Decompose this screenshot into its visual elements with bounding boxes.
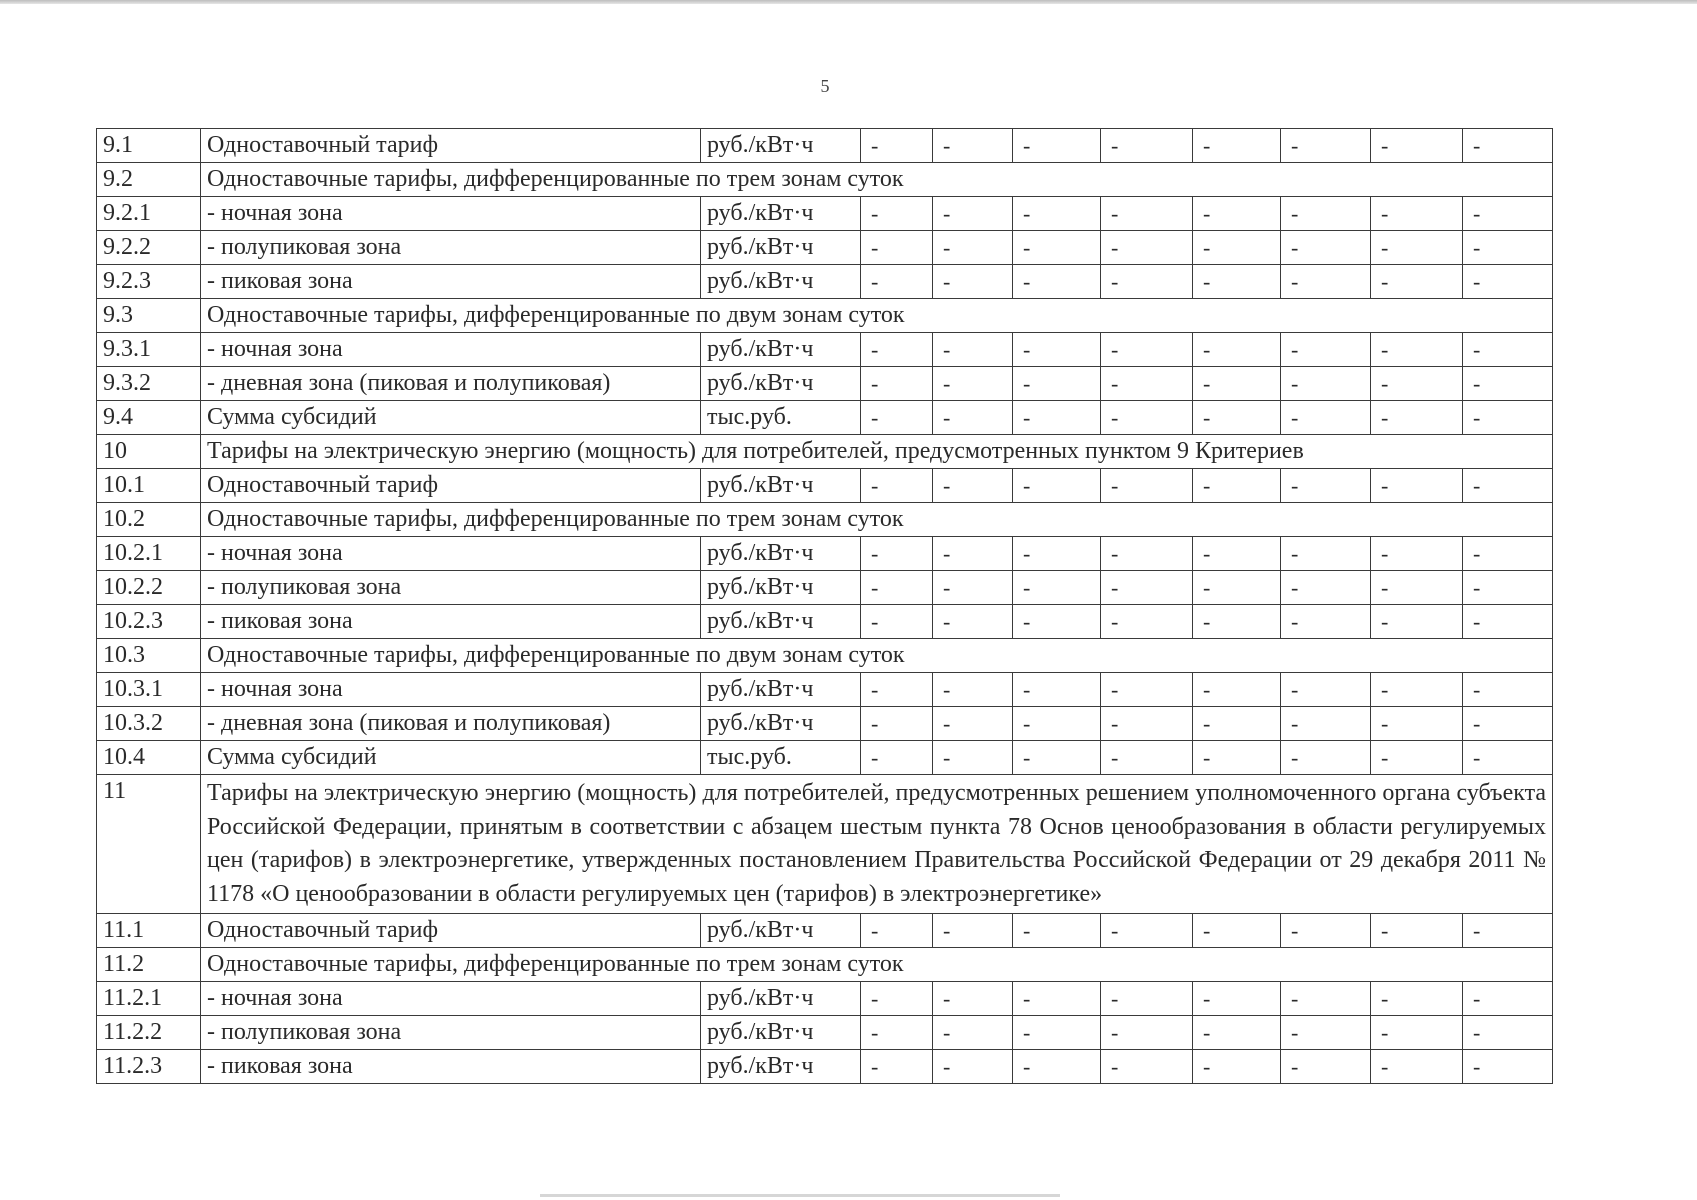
value-cell: -	[1463, 401, 1553, 435]
value-cell: -	[933, 1016, 1013, 1050]
value-cell: -	[1463, 197, 1553, 231]
value-cell: -	[933, 914, 1013, 948]
value-cell: -	[1193, 1016, 1281, 1050]
table-row	[97, 1050, 1553, 1084]
value-cell: -	[1101, 265, 1193, 299]
row-number: 10.1	[97, 469, 201, 503]
value-cell: -	[1371, 741, 1463, 775]
indicator-name: - дневная зона (пиковая и полупиковая)	[201, 707, 701, 741]
table-row	[97, 673, 1553, 707]
value-cell: -	[1193, 707, 1281, 741]
indicator-name: - ночная зона	[201, 197, 701, 231]
value-cell: -	[933, 197, 1013, 231]
value-cell: -	[1013, 333, 1101, 367]
value-cell: -	[1193, 537, 1281, 571]
row-number: 9.3.2	[97, 367, 201, 401]
value-cell: -	[1281, 914, 1371, 948]
value-cell: -	[933, 605, 1013, 639]
value-cell: -	[1463, 914, 1553, 948]
value-cell: -	[933, 1050, 1013, 1084]
value-cell: -	[1371, 605, 1463, 639]
section-heading: Одноставочные тарифы, дифференцированные по двум зонам суток	[201, 299, 1553, 333]
value-cell: -	[1101, 401, 1193, 435]
value-cell: -	[1371, 707, 1463, 741]
value-cell: -	[1193, 333, 1281, 367]
indicator-name: - ночная зона	[201, 982, 701, 1016]
value-cell: -	[1101, 333, 1193, 367]
section-heading: Одноставочные тарифы, дифференцированные по трем зонам суток	[201, 163, 1553, 197]
value-cell: -	[1013, 367, 1101, 401]
value-cell: -	[1463, 367, 1553, 401]
value-cell: -	[1371, 129, 1463, 163]
value-cell: -	[861, 707, 933, 741]
section-heading: Одноставочные тарифы, дифференцированные по трем зонам суток	[201, 948, 1553, 982]
value-cell: -	[933, 231, 1013, 265]
value-cell: -	[1013, 673, 1101, 707]
scan-edge-top	[0, 0, 1697, 4]
unit-cell: руб./кВт·ч	[701, 673, 861, 707]
value-cell: -	[861, 673, 933, 707]
value-cell: -	[1013, 401, 1101, 435]
value-cell: -	[1101, 673, 1193, 707]
value-cell: -	[861, 914, 933, 948]
value-cell: -	[861, 1016, 933, 1050]
indicator-name: - пиковая зона	[201, 605, 701, 639]
row-number: 11.1	[97, 914, 201, 948]
value-cell: -	[1101, 197, 1193, 231]
table-row	[97, 741, 1553, 775]
value-cell: -	[1101, 571, 1193, 605]
unit-cell: руб./кВт·ч	[701, 914, 861, 948]
value-cell: -	[1101, 1050, 1193, 1084]
section-heading-row	[97, 639, 1553, 673]
indicator-name: Одноставочный тариф	[201, 914, 701, 948]
value-cell: -	[1101, 605, 1193, 639]
unit-cell: руб./кВт·ч	[701, 1050, 861, 1084]
value-cell: -	[1281, 367, 1371, 401]
value-cell: -	[1281, 1016, 1371, 1050]
tariff-table	[96, 128, 1553, 1084]
value-cell: -	[1013, 265, 1101, 299]
table-row	[97, 914, 1553, 948]
table-row	[97, 605, 1553, 639]
value-cell: -	[1101, 982, 1193, 1016]
value-cell: -	[1371, 571, 1463, 605]
value-cell: -	[1281, 401, 1371, 435]
value-cell: -	[933, 367, 1013, 401]
indicator-name: - полупиковая зона	[201, 571, 701, 605]
table-row	[97, 129, 1553, 163]
unit-cell: руб./кВт·ч	[701, 1016, 861, 1050]
value-cell: -	[1193, 1050, 1281, 1084]
value-cell: -	[1463, 982, 1553, 1016]
value-cell: -	[1013, 537, 1101, 571]
value-cell: -	[1101, 914, 1193, 948]
section-heading-row	[97, 299, 1553, 333]
scan-edge-bottom	[540, 1194, 1060, 1197]
value-cell: -	[1281, 571, 1371, 605]
unit-cell: руб./кВт·ч	[701, 265, 861, 299]
table-row	[97, 469, 1553, 503]
value-cell: -	[1463, 1050, 1553, 1084]
value-cell: -	[1463, 265, 1553, 299]
value-cell: -	[861, 982, 933, 1016]
value-cell: -	[1371, 197, 1463, 231]
value-cell: -	[861, 1050, 933, 1084]
section-heading: Тарифы на электрическую энергию (мощность) для потребителей, предусмотренных пунктом 9 Критериев	[201, 435, 1553, 469]
value-cell: -	[1281, 231, 1371, 265]
value-cell: -	[1013, 1016, 1101, 1050]
indicator-name: Сумма субсидий	[201, 741, 701, 775]
value-cell: -	[933, 537, 1013, 571]
value-cell: -	[1281, 537, 1371, 571]
value-cell: -	[1463, 707, 1553, 741]
value-cell: -	[1193, 914, 1281, 948]
table-row	[97, 231, 1553, 265]
value-cell: -	[1281, 333, 1371, 367]
row-number: 10.2.1	[97, 537, 201, 571]
value-cell: -	[1463, 741, 1553, 775]
value-cell: -	[1193, 401, 1281, 435]
unit-cell: руб./кВт·ч	[701, 197, 861, 231]
row-number: 10.4	[97, 741, 201, 775]
value-cell: -	[1281, 707, 1371, 741]
value-cell: -	[1281, 982, 1371, 1016]
tariff-table-body	[97, 129, 1553, 1084]
value-cell: -	[1463, 1016, 1553, 1050]
value-cell: -	[861, 197, 933, 231]
value-cell: -	[933, 129, 1013, 163]
value-cell: -	[1101, 129, 1193, 163]
value-cell: -	[1101, 469, 1193, 503]
value-cell: -	[1281, 1050, 1371, 1084]
value-cell: -	[1281, 265, 1371, 299]
value-cell: -	[861, 571, 933, 605]
value-cell: -	[1371, 537, 1463, 571]
value-cell: -	[1013, 914, 1101, 948]
value-cell: -	[933, 571, 1013, 605]
value-cell: -	[1463, 537, 1553, 571]
section-heading-row	[97, 948, 1553, 982]
indicator-name: - пиковая зона	[201, 1050, 701, 1084]
row-number: 9.2.2	[97, 231, 201, 265]
value-cell: -	[1193, 469, 1281, 503]
value-cell: -	[1013, 741, 1101, 775]
value-cell: -	[933, 401, 1013, 435]
value-cell: -	[861, 537, 933, 571]
row-number: 11.2.1	[97, 982, 201, 1016]
row-number: 10.2	[97, 503, 201, 537]
value-cell: -	[1371, 982, 1463, 1016]
value-cell: -	[1013, 571, 1101, 605]
value-cell: -	[1371, 673, 1463, 707]
value-cell: -	[1281, 741, 1371, 775]
value-cell: -	[1193, 231, 1281, 265]
value-cell: -	[1013, 231, 1101, 265]
section-heading-row	[97, 503, 1553, 537]
table-row	[97, 982, 1553, 1016]
value-cell: -	[861, 231, 933, 265]
value-cell: -	[1013, 982, 1101, 1016]
unit-cell: руб./кВт·ч	[701, 367, 861, 401]
row-number: 11	[97, 775, 201, 914]
value-cell: -	[1281, 197, 1371, 231]
section-heading-row	[97, 775, 1553, 914]
value-cell: -	[1463, 231, 1553, 265]
value-cell: -	[1371, 469, 1463, 503]
value-cell: -	[1281, 605, 1371, 639]
value-cell: -	[933, 707, 1013, 741]
value-cell: -	[1013, 129, 1101, 163]
row-number: 11.2.2	[97, 1016, 201, 1050]
page-number: 5	[820, 76, 830, 96]
value-cell: -	[1281, 129, 1371, 163]
indicator-name: - дневная зона (пиковая и полупиковая)	[201, 367, 701, 401]
value-cell: -	[861, 605, 933, 639]
value-cell: -	[1013, 605, 1101, 639]
value-cell: -	[1193, 129, 1281, 163]
table-row	[97, 265, 1553, 299]
value-cell: -	[1463, 129, 1553, 163]
value-cell: -	[1013, 197, 1101, 231]
value-cell: -	[1371, 231, 1463, 265]
value-cell: -	[861, 469, 933, 503]
value-cell: -	[1463, 571, 1553, 605]
value-cell: -	[861, 401, 933, 435]
indicator-name: - ночная зона	[201, 537, 701, 571]
indicator-name: - ночная зона	[201, 673, 701, 707]
row-number: 9.2.3	[97, 265, 201, 299]
unit-cell: руб./кВт·ч	[701, 129, 861, 163]
table-row	[97, 401, 1553, 435]
value-cell: -	[1371, 1050, 1463, 1084]
indicator-name: - полупиковая зона	[201, 231, 701, 265]
table-row	[97, 571, 1553, 605]
value-cell: -	[861, 265, 933, 299]
value-cell: -	[1101, 741, 1193, 775]
value-cell: -	[1463, 673, 1553, 707]
table-row	[97, 1016, 1553, 1050]
row-number: 10.3.2	[97, 707, 201, 741]
table-row	[97, 707, 1553, 741]
row-number: 9.1	[97, 129, 201, 163]
value-cell: -	[861, 333, 933, 367]
row-number: 9.3.1	[97, 333, 201, 367]
value-cell: -	[1281, 469, 1371, 503]
row-number: 9.2	[97, 163, 201, 197]
section-heading-row	[97, 163, 1553, 197]
value-cell: -	[933, 469, 1013, 503]
value-cell: -	[1193, 367, 1281, 401]
value-cell: -	[933, 982, 1013, 1016]
value-cell: -	[1371, 914, 1463, 948]
value-cell: -	[1101, 367, 1193, 401]
value-cell: -	[1371, 1016, 1463, 1050]
value-cell: -	[1013, 1050, 1101, 1084]
row-number: 9.2.1	[97, 197, 201, 231]
indicator-name: - ночная зона	[201, 333, 701, 367]
value-cell: -	[933, 333, 1013, 367]
value-cell: -	[1193, 571, 1281, 605]
value-cell: -	[933, 741, 1013, 775]
unit-cell: руб./кВт·ч	[701, 469, 861, 503]
row-number: 11.2.3	[97, 1050, 201, 1084]
value-cell: -	[1371, 333, 1463, 367]
value-cell: -	[1371, 401, 1463, 435]
section-heading-row	[97, 435, 1553, 469]
value-cell: -	[1101, 537, 1193, 571]
value-cell: -	[1193, 197, 1281, 231]
indicator-name: - полупиковая зона	[201, 1016, 701, 1050]
row-number: 10.2.3	[97, 605, 201, 639]
value-cell: -	[1193, 673, 1281, 707]
unit-cell: руб./кВт·ч	[701, 231, 861, 265]
table-row	[97, 367, 1553, 401]
value-cell: -	[861, 367, 933, 401]
unit-cell: руб./кВт·ч	[701, 707, 861, 741]
value-cell: -	[1101, 231, 1193, 265]
value-cell: -	[1463, 333, 1553, 367]
value-cell: -	[1013, 707, 1101, 741]
unit-cell: руб./кВт·ч	[701, 333, 861, 367]
indicator-name: Одноставочный тариф	[201, 129, 701, 163]
indicator-name: - пиковая зона	[201, 265, 701, 299]
value-cell: -	[861, 741, 933, 775]
value-cell: -	[933, 265, 1013, 299]
row-number: 10	[97, 435, 201, 469]
value-cell: -	[1193, 741, 1281, 775]
value-cell: -	[1371, 367, 1463, 401]
table-row	[97, 537, 1553, 571]
indicator-name: Одноставочный тариф	[201, 469, 701, 503]
row-number: 10.3	[97, 639, 201, 673]
unit-cell: руб./кВт·ч	[701, 571, 861, 605]
value-cell: -	[1193, 265, 1281, 299]
value-cell: -	[1101, 707, 1193, 741]
value-cell: -	[1013, 469, 1101, 503]
indicator-name: Сумма субсидий	[201, 401, 701, 435]
table-row	[97, 333, 1553, 367]
row-number: 10.3.1	[97, 673, 201, 707]
row-number: 9.3	[97, 299, 201, 333]
section-heading: Одноставочные тарифы, дифференцированные по трем зонам суток	[201, 503, 1553, 537]
row-number: 10.2.2	[97, 571, 201, 605]
section-heading: Одноставочные тарифы, дифференцированные по двум зонам суток	[201, 639, 1553, 673]
row-number: 11.2	[97, 948, 201, 982]
unit-cell: руб./кВт·ч	[701, 982, 861, 1016]
unit-cell: руб./кВт·ч	[701, 537, 861, 571]
value-cell: -	[861, 129, 933, 163]
value-cell: -	[1193, 605, 1281, 639]
value-cell: -	[1463, 605, 1553, 639]
unit-cell: тыс.руб.	[701, 401, 861, 435]
value-cell: -	[1101, 1016, 1193, 1050]
value-cell: -	[1281, 673, 1371, 707]
table-row	[97, 197, 1553, 231]
row-number: 9.4	[97, 401, 201, 435]
value-cell: -	[933, 673, 1013, 707]
value-cell: -	[1463, 469, 1553, 503]
unit-cell: тыс.руб.	[701, 741, 861, 775]
value-cell: -	[1371, 265, 1463, 299]
value-cell: -	[1193, 982, 1281, 1016]
unit-cell: руб./кВт·ч	[701, 605, 861, 639]
section-heading: Тарифы на электрическую энергию (мощность) для потребителей, предусмотренных решением уполномоченного органа субъекта Российской Федерации, принятым в соответствии с абзацем шестым пункта 78 Основ ценообразования в области регулируемых цен (тарифов) в электроэнергетике, утвержденных постановлением Правительства Российской Федерации от 29 декабря 2011 № 1178 «О ценообразовании в области регулируемых цен (тарифов) в электроэнергетике»	[201, 775, 1553, 914]
